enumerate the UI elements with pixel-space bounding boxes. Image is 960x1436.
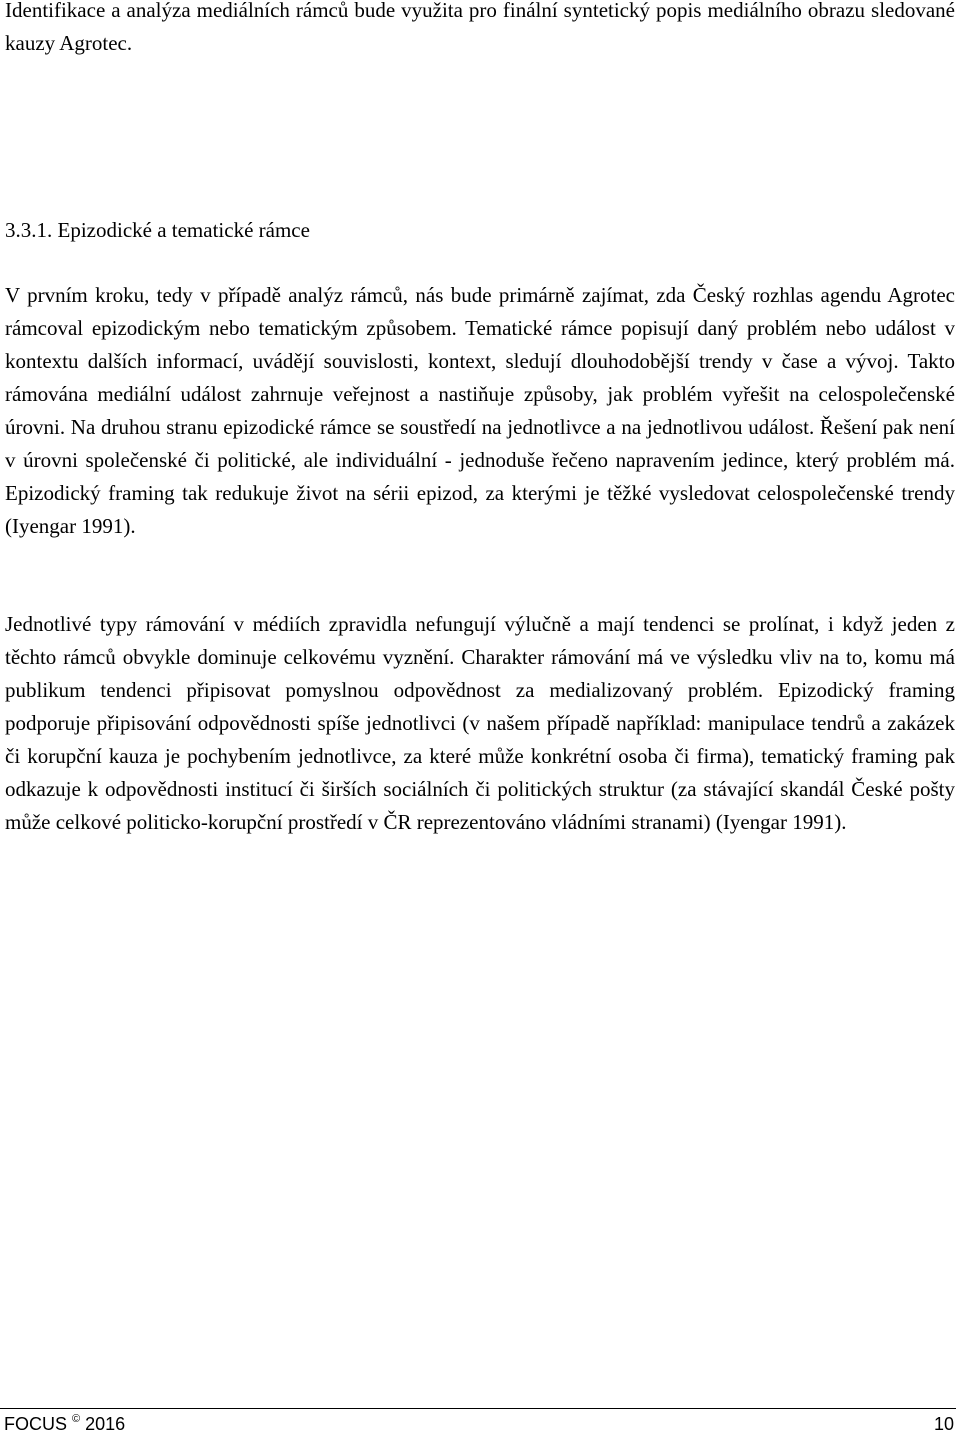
intro-paragraph: Identifikace a analýza mediálních rámců bude využita pro finální syntetický popis mediálního obrazu sledované kauzy Agrotec.: [5, 0, 955, 55]
footer-divider: [0, 1408, 956, 1409]
footer-year: 2016: [85, 1414, 126, 1434]
copyright-symbol: ©: [72, 1413, 81, 1425]
footer-brand-name: FOCUS: [4, 1414, 67, 1434]
section-heading: 3.3.1. Epizodické a tematické rámce: [5, 218, 310, 242]
footer-brand: [4, 1412, 125, 1436]
page-number: 10: [933, 1414, 954, 1434]
paragraph-frame-responsibility: Jednotlivé typy rámování v médiích zpravidla nefungují výlučně a mají tendenci se prolínat, i když jeden z těchto rámců obvykle dominuje celkovému vyznění. Charakter rámování má ve výsledku vliv na to, komu má publikum tendenci připisovat pomyslnou odpovědnost za medializovaný problém. Epizodický framing podporuje připisování odpovědnosti spíše jednotlivci (v našem případě například: manipulace tendrů a zakázek či korupční kauza je pochybením jednotlivce, za které může konkrétní osoba či firma), tematický framing pak odkazuje k odpovědnosti institucí či širších sociálních či politických struktur (za stávající skandál České pošty může celkové politicko-korupční prostředí v ČR reprezentováno vládními stranami) (Iyengar 1991).: [5, 612, 955, 834]
paragraph-episodic-thematic-frames: V prvním kroku, tedy v případě analýz rámců, nás bude primárně zajímat, zda Český rozhlas agendu Agrotec rámcoval epizodickým nebo tematickým způsobem. Tematické rámce popisují daný problém nebo událost v kontextu dalších informací, uvádějí souvislosti, kontext, sledují dlouhodobější trendy v čase a vývoj. Takto rámována mediální událost zahrnuje veřejnost a nastiňuje způsoby, jak problém vyřešit na celospolečenské úrovni. Na druhou stranu epizodické rámce se soustředí na jednotlivce a na jednotlivou událost. Řešení pak není v úrovni společenské či politické, ale individuální - jednoduše řečeno napravením jedince, který problém má. Epizodický framing tak redukuje život na sérii epizod, za kterými je těžké vysledovat celospolečenské trendy (Iyengar 1991).: [5, 283, 955, 538]
